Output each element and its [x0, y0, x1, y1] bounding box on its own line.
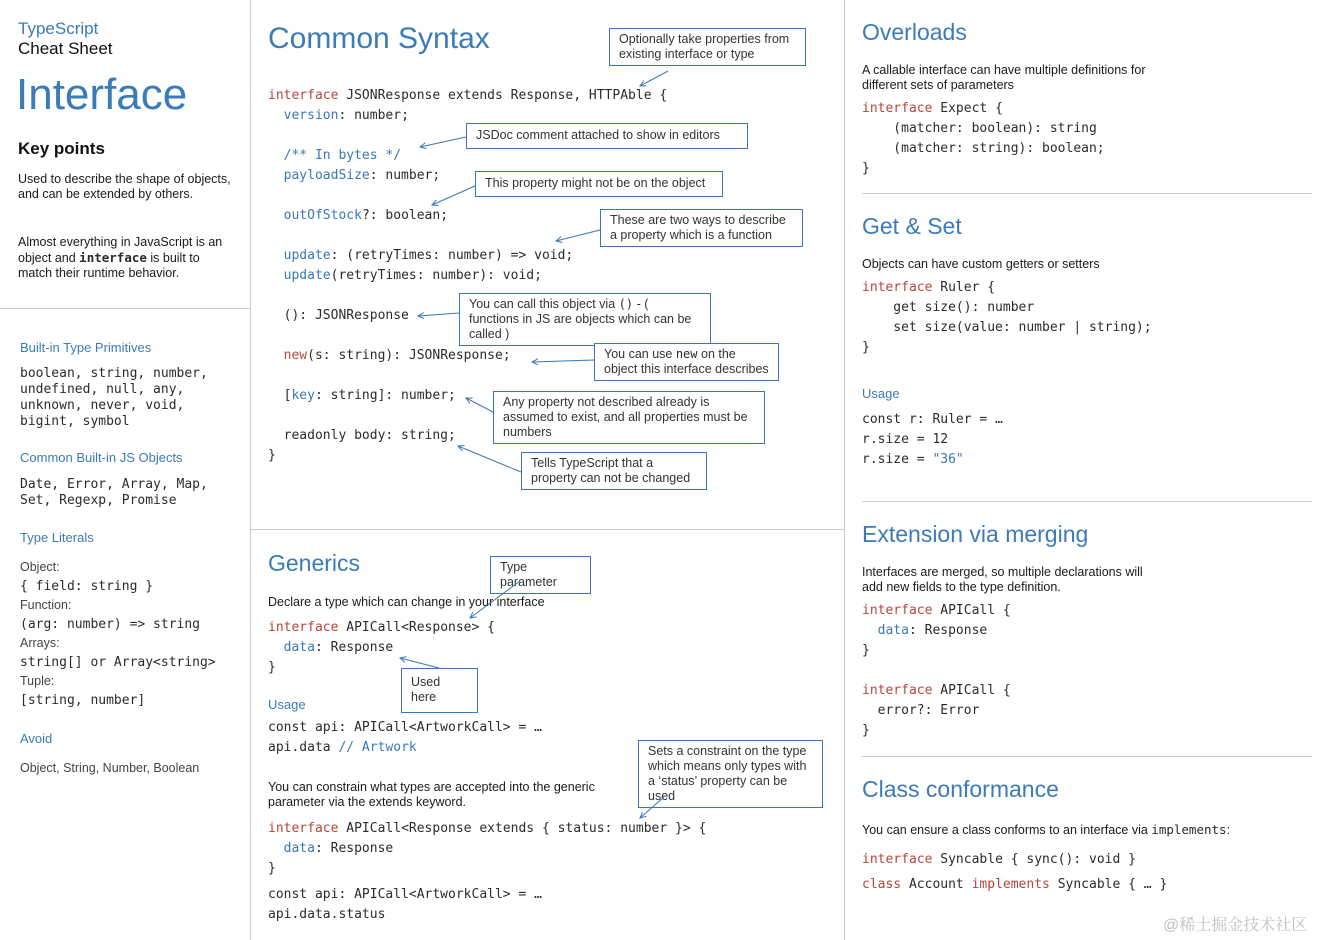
common-syntax-title: Common Syntax	[268, 22, 490, 55]
note-constructor: You can use new on the object this interface describes	[594, 343, 779, 381]
primitives-heading: Built-in Type Primitives	[20, 340, 152, 355]
literal-object-label: Object:	[20, 560, 60, 574]
getset-description: Objects can have custom getters or setters	[862, 257, 1100, 271]
arrow-callable	[418, 313, 459, 316]
generics-usage-code: const api: APICall<ArtworkCall> = … api.data // Artwork	[268, 720, 542, 755]
merging-code: interface APICall { data: Response } interface APICall { error?: Error }	[862, 603, 1011, 738]
literal-arrays-label: Arrays:	[20, 636, 60, 650]
note-index-signature: Any property not described already is assumed to exist, and all properties must be numbers	[493, 391, 765, 444]
builtin-objects-code: Date, Error, Array, Map, Set, Regexp, Promise	[20, 477, 208, 508]
overloads-description: A callable interface can have multiple definitions for different sets of parameters	[862, 63, 1146, 92]
merging-description: Interfaces are merged, so multiple declarations will add new fields to the type definition.	[862, 565, 1143, 594]
builtin-objects-heading: Common Built-in JS Objects	[20, 450, 183, 465]
common-syntax-code: interface JSONResponse extends Response, HTTPAble { version: number; /** In bytes */ payloadSize: number; outOfStock?: boolean; update: (retryTimes: number) => void; update(retryTimes: number): void; (): JSONResponse new(s: string): JSONResponse; [key: string]: number; readonly body: string; }	[268, 88, 668, 463]
note-constraint: Sets a constraint on the type which means only types with a ‘status’ property can be used	[638, 740, 823, 808]
literal-object-code: { field: string }	[20, 579, 154, 594]
conformance-title: Class conformance	[862, 776, 1059, 802]
conformance-description: You can ensure a class conforms to an interface via implements:	[862, 822, 1231, 837]
watermark: @稀土掘金技术社区	[1163, 917, 1308, 934]
arrow-constructor	[532, 360, 594, 362]
getset-title: Get & Set	[862, 213, 962, 239]
literal-arrays-code: string[] or Array<string>	[20, 655, 216, 670]
brand-cheat-sheet: Cheat Sheet	[18, 39, 113, 58]
arrow-type-parameter	[470, 581, 520, 618]
note-type-parameter: Type parameter	[490, 556, 591, 594]
arrow-constraint	[640, 797, 664, 818]
literal-function-label: Function:	[20, 598, 72, 612]
getset-code: interface Ruler { get size(): number set size(value: number | string); }	[862, 280, 1152, 355]
generics-constrain-text: You can constrain what types are accepted into the generic parameter via the extends keyword.	[268, 780, 595, 809]
arrow-index-signature	[466, 398, 493, 412]
conformance-code: interface Syncable { sync(): void } class Account implements Syncable { … }	[862, 852, 1168, 892]
key-point-1: Used to describe the shape of objects, and can be extended by others.	[18, 172, 231, 201]
literal-tuple-label: Tuple:	[20, 674, 55, 688]
key-point-2: Almost everything in JavaScript is an object and interface is built to match their runtime behavior.	[18, 235, 223, 280]
literal-function-code: (arg: number) => string	[20, 617, 201, 632]
arrow-jsdoc	[420, 137, 466, 147]
generics-description: Declare a type which can change in your interface	[268, 595, 545, 609]
generics-usage-heading: Usage	[268, 697, 306, 712]
note-used-here: Used here	[401, 668, 478, 713]
arrow-used-here	[400, 658, 439, 668]
page-title: Interface	[16, 70, 188, 119]
arrow-function-property	[556, 230, 600, 241]
merging-title: Extension via merging	[862, 521, 1089, 547]
note-extends: Optionally take properties from existing interface or type	[609, 28, 806, 66]
note-callable: You can call this object via () - ( functions in JS are objects which can be called )	[459, 293, 711, 346]
type-literals-heading: Type Literals	[20, 530, 94, 545]
arrow-extends	[640, 71, 668, 86]
primitives-code: boolean, string, number, undefined, null, any, unknown, never, void, bigint, symbol	[20, 366, 208, 429]
arrow-optional	[432, 186, 475, 205]
arrow-readonly	[458, 446, 521, 472]
avoid-text: Object, String, Number, Boolean	[20, 761, 200, 775]
literal-tuple-code: [string, number]	[20, 693, 146, 708]
generics-title: Generics	[268, 550, 361, 576]
note-jsdoc: JSDoc comment attached to show in editors	[466, 123, 748, 149]
overloads-code: interface Expect { (matcher: boolean): string (matcher: string): boolean; }	[862, 101, 1105, 176]
brand-typescript: TypeScript	[18, 19, 99, 38]
generics-code-1: interface APICall<Response> { data: Response }	[268, 620, 495, 675]
getset-usage-heading: Usage	[862, 386, 900, 401]
note-readonly: Tells TypeScript that a property can not be changed	[521, 452, 707, 490]
avoid-heading: Avoid	[20, 731, 53, 746]
note-optional: This property might not be on the object	[475, 171, 723, 197]
generics-code-2: interface APICall<Response extends { status: number }> { data: Response }	[268, 821, 707, 876]
generics-code-3: const api: APICall<ArtworkCall> = … api.data.status	[268, 887, 542, 922]
key-points-heading: Key points	[18, 139, 105, 158]
getset-usage-code: const r: Ruler = … r.size = 12 r.size = "36"	[862, 412, 1003, 467]
overloads-title: Overloads	[862, 19, 967, 45]
note-function-property: These are two ways to describe a property which is a function	[600, 209, 803, 247]
